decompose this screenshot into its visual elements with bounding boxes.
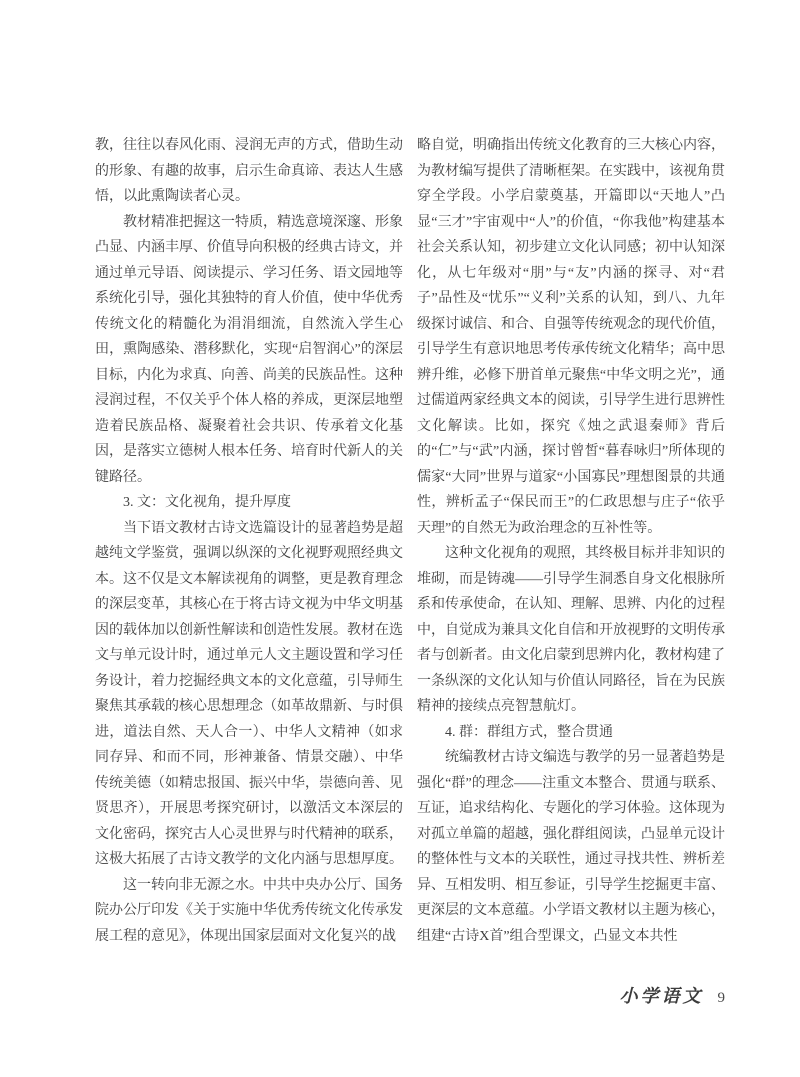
body-paragraph: 略自觉，明确指出传统文化教育的三大核心内容，为教材编写提供了清晰框架。在实践中，该视角贯穿全学段。小学启蒙奠基，开篇即以“天地人”凸显“三才”宇宙观中“人”的价值，“你我他”构建基本社会关系认知，初步建立文化认同感；初中认知深化，从七年级对“朋”与“友”内涵的探寻、对“君子”品性及“忧乐”“义利”关系的认知，到八、九年级探讨诚信、和合、自强等传统观念的现代价值，引导学生有意识地思考传承传统文化精华；高中思辨升维，必修下册首单元聚焦“中华文明之光”，通过儒道两家经典文本的阅读，引导学生进行思辨性文化解读。比如，探究《烛之武退秦师》背后的“仁”与“武”内涵，探讨曾皙“暮春咏归”所体现的儒家“大同”世界与道家“小国寡民”理想图景的共通性，辨析孟子“保民而王”的仁政思想与庄子“依乎天理”的自然无为政治理念的互补性等。	[417, 138, 725, 536]
body-paragraph: 统编教材古诗文编选与教学的另一显著趋势是强化“群”的理念——注重文本整合、贯通与联系、互证，追求结构化、专题化的学习体验。这体现为对孤立单篇的超越，强化群组阅读，凸显单元设计的整体性与文本的关联性，通过寻找共性、辨析差异、互相发明、相互参证，引导学生挖掘更丰富、更深层的文本意蕴。小学语文教材以主题为核心，组建“古诗X首”组合型课文，凸显文本共性	[417, 750, 725, 944]
page-footer	[0, 982, 725, 1008]
section-heading: 4. 群：群组方式，整合贯通	[445, 724, 613, 740]
body-paragraph: 教，往往以春风化雨、浸润无声的方式，借助生动的形象、有趣的故事，启示生命真谛、表达人生感悟，以此熏陶读者心灵。	[95, 138, 403, 204]
left-text-column	[95, 133, 403, 949]
section-heading: 3. 文：文化视角，提升厚度	[123, 495, 291, 510]
body-paragraph: 这一转向非无源之水。中共中央办公厅、国务院办公厅印发《关于实施中华优秀传统文化传承发展工程的意见》，体现出国家层面对文化复兴的战	[95, 877, 403, 944]
journal-title-logo: 小学语文	[619, 986, 704, 1007]
body-paragraph: 当下语文教材古诗文选篇设计的显著趋势是超越纯文学鉴赏，强调以纵深的文化视野观照经典文本。这不仅是文本解读视角的调整，更是教育理念的深层变革，其核心在于将古诗文视为中华文明基因的载体加以创新性解读和创造性发展。教材在选文与单元设计时，通过单元人文主题设置和学习任务设计，着力挖掘经典文本的文化意蕴，引导师生聚焦其承载的核心思想理念（如革故鼎新、与时俱进，道法自然、天人合一）、中华人文精神（如求同存异、和而不同，形神兼备、情景交融）、中华传统美德（如精忠报国、振兴中华，崇德向善、见贤思齐），开展思考探究研讨，以激活文本深层的文化密码，探究古人心灵世界与时代精神的联系，这极大拓展了古诗文教学的文化内涵与思想厚度。	[95, 520, 403, 867]
page-number: 9	[717, 990, 725, 1006]
body-paragraph: 教材精准把握这一特质，精选意境深邃、形象凸显、内涵丰厚、价值导向积极的经典古诗文，并通过单元导语、阅读提示、学习任务、语文园地等系统化引导，强化其独特的育人价值，使中华优秀传统文化的精髓化为涓涓细流，自然流入学生心田，熏陶感染、潜移默化，实现“启智润心”的深层目标，内化为求真、向善、尚美的民族品性。这种浸润过程，不仅关乎个体人格的养成，更深层地塑造着民族品格、凝聚着社会共识、传承着文化基因，是落实立德树人根本任务、培育时代新人的关键路径。	[95, 214, 403, 485]
right-text-column	[417, 133, 725, 949]
body-paragraph: 这种文化视角的观照，其终极目标并非知识的堆砌，而是铸魂——引导学生洞悉自身文化根脉所系和传承使命，在认知、理解、思辨、内化的过程中，自觉成为兼具文化自信和开放视野的文明传承者与创新者。由文化启蒙到思辨内化，教材构建了一条纵深的文化认知与价值认同路径，旨在为民族精神的接续点亮智慧航灯。	[417, 546, 725, 714]
